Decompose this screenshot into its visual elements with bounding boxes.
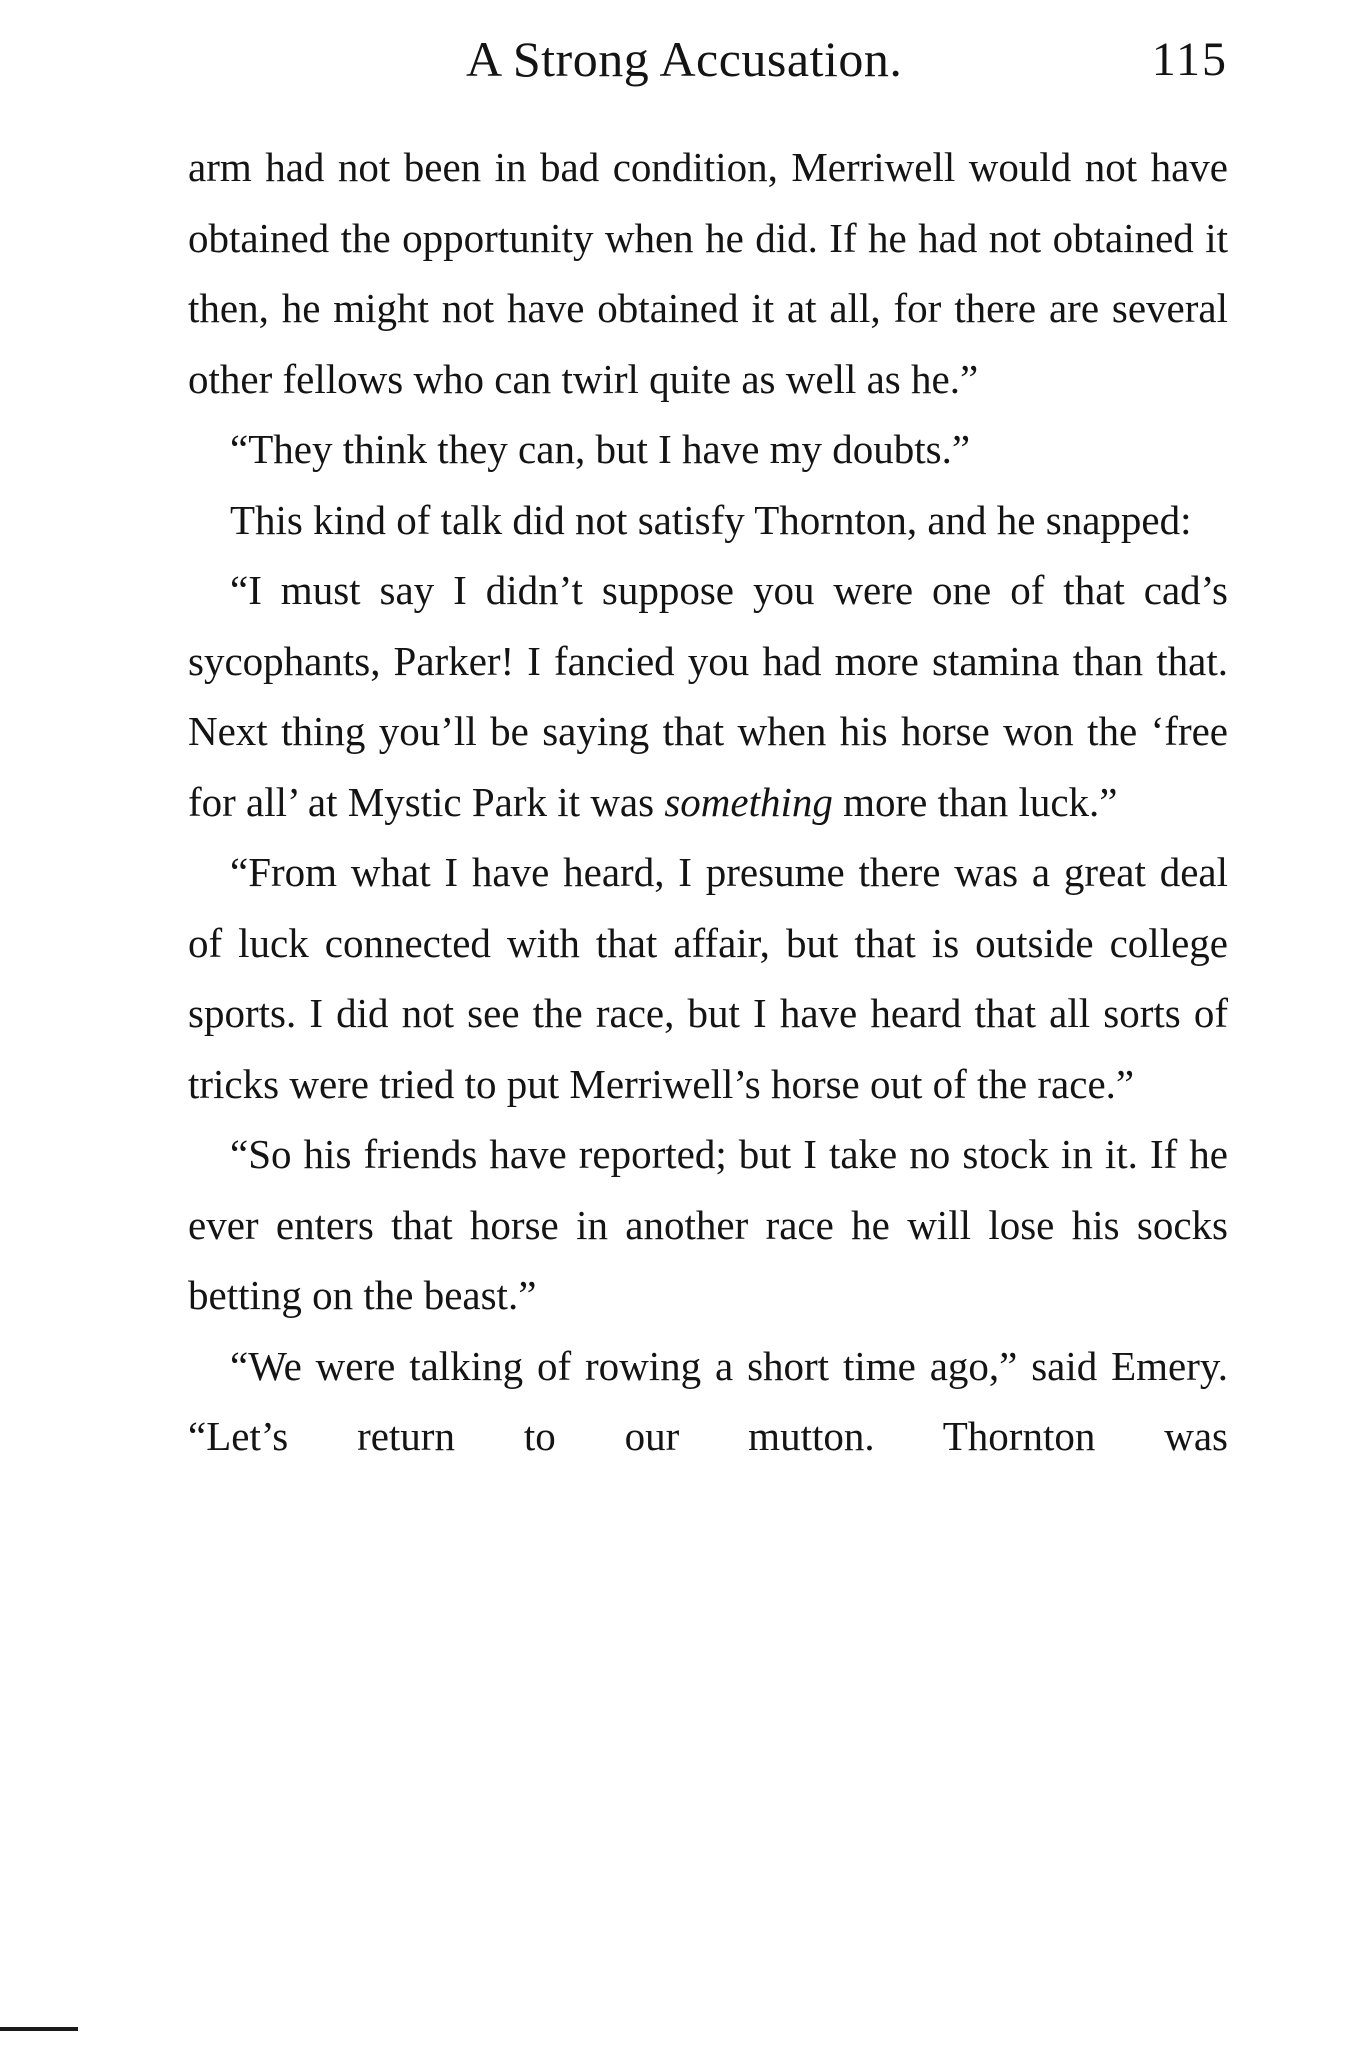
paragraph: “So his friends have reported; but I take no stock in it. If he ever enters that horse in another race he will lose his socks betting on the beast.” [188,1131,1228,1318]
scan-edge-mark [0,2027,78,2031]
paragraph-continues: “We were talking of rowing a short time ago,” said Emery. “Let’s return to our mutton. Thornton was [188,1342,1228,1459]
body-text [188,132,1228,1472]
paragraph: “They think they can, but I have my doubts.” [230,426,971,472]
paragraph: “I must say I didn’t suppose you were one of that cad’s sycophants, Parker! I fancied you had more stamina than that. Next thing you’ll be saying that when his horse won the ‘free for all’ at Mystic Park it was something more than luck.” [188,567,1228,825]
running-head [188,30,1228,100]
page-number: 115 [1151,33,1228,86]
paragraph: This kind of talk did not satisfy Thornton, and he snapped: [230,496,1192,543]
paragraph: “From what I have heard, I presume there was a great deal of luck connected with that affair, but that is outside college sports. I did not see the race, but I have heard that all sorts of tricks were tried to put Merriwell’s horse out of the race.” [188,849,1228,1107]
paragraph-continued: arm had not been in bad condition, Merriwell would not have obtained the opportunity when he did. If he had not obtained it then, he might not have obtained it at all, for there are several other fellows who can twirl quite as well as he.” [188,144,1228,402]
running-title: A Strong Accusation. [466,31,903,87]
italic-emphasis: something [664,778,833,825]
